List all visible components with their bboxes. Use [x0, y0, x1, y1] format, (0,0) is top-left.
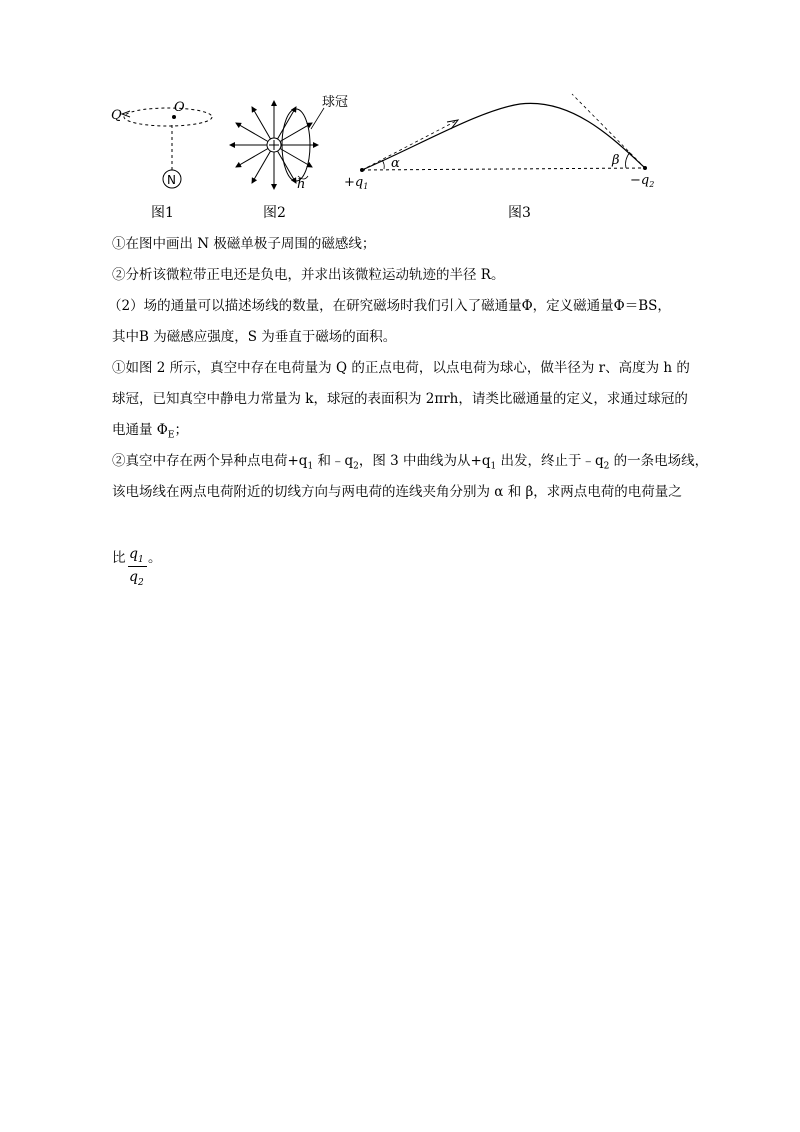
- charge-plus: [360, 168, 364, 172]
- line-10-prefix: 比: [112, 550, 126, 566]
- tangent-right: [572, 94, 645, 168]
- line-10-suffix: 。: [148, 550, 162, 566]
- label-O: O: [174, 100, 185, 115]
- fraction-denominator: $q_2$: [129, 569, 144, 588]
- line-9: 该电场线在两点电荷附近的切线方向与两电荷的连线夹角分别为 α 和 β，求两点电荷的电荷量之: [112, 484, 682, 500]
- label-cap: 球冠: [322, 95, 349, 110]
- fraction-numerator: $q_1$: [129, 546, 144, 565]
- label-alpha: α: [391, 156, 400, 171]
- orbit-ellipse: [124, 108, 212, 126]
- angle-beta-arc: [626, 152, 631, 168]
- caption-fig3: 图3: [508, 205, 531, 221]
- line-4: 其中B 为磁感应强度，S 为垂直于磁场的面积。: [112, 329, 397, 345]
- line-2: ②分析该微粒带正电还是负电，并求出该微粒运动轨迹的半径 R。: [112, 267, 505, 283]
- caption-fig1: 图1: [151, 205, 174, 221]
- label-beta: β: [612, 153, 620, 168]
- point-O: [172, 115, 176, 119]
- charge-minus: [643, 166, 647, 170]
- label-plus-q1: $+q_1$: [344, 175, 369, 191]
- figure-3: [340, 90, 670, 195]
- line-5: ①如图 2 所示，真空中存在电荷量为 Q 的正点电荷，以点电荷为球心，做半径为 r、高度为 h 的: [112, 360, 690, 376]
- field-line-curve: [362, 103, 645, 170]
- label-minus-q2: $-q_2$: [630, 173, 655, 189]
- line-7: 电通量 $\Phi_E$；: [112, 422, 188, 441]
- line-8: ②真空中存在两个异种点电荷$+q_1$ 和$﹣q_2$，图 3 中曲线为从$+q_1$ 出发，终止于$﹣q_2$ 的一条电场线，: [112, 453, 709, 472]
- figure-1: [108, 95, 223, 200]
- line-1: ①在图中画出 N 极磁单极子周围的磁感线；: [112, 236, 376, 252]
- connecting-dashed-line: [362, 168, 645, 170]
- cap-leader-line: [311, 108, 324, 129]
- tangent-left: [362, 120, 458, 170]
- label-Q: Q: [111, 108, 122, 123]
- fraction-bar: [128, 566, 147, 567]
- label-h: h: [297, 177, 306, 192]
- caption-fig2: 图2: [263, 205, 286, 221]
- line-6: 球冠，已知真空中静电力常量为 k，球冠的表面积为 2πrh，请类比磁通量的定义，求通过球冠的: [112, 391, 688, 407]
- line-3: （2）场的通量可以描述场线的数量，在研究磁场时我们引入了磁通量Φ，定义磁通量Φ＝BS，: [108, 298, 671, 314]
- label-N: N: [167, 173, 176, 187]
